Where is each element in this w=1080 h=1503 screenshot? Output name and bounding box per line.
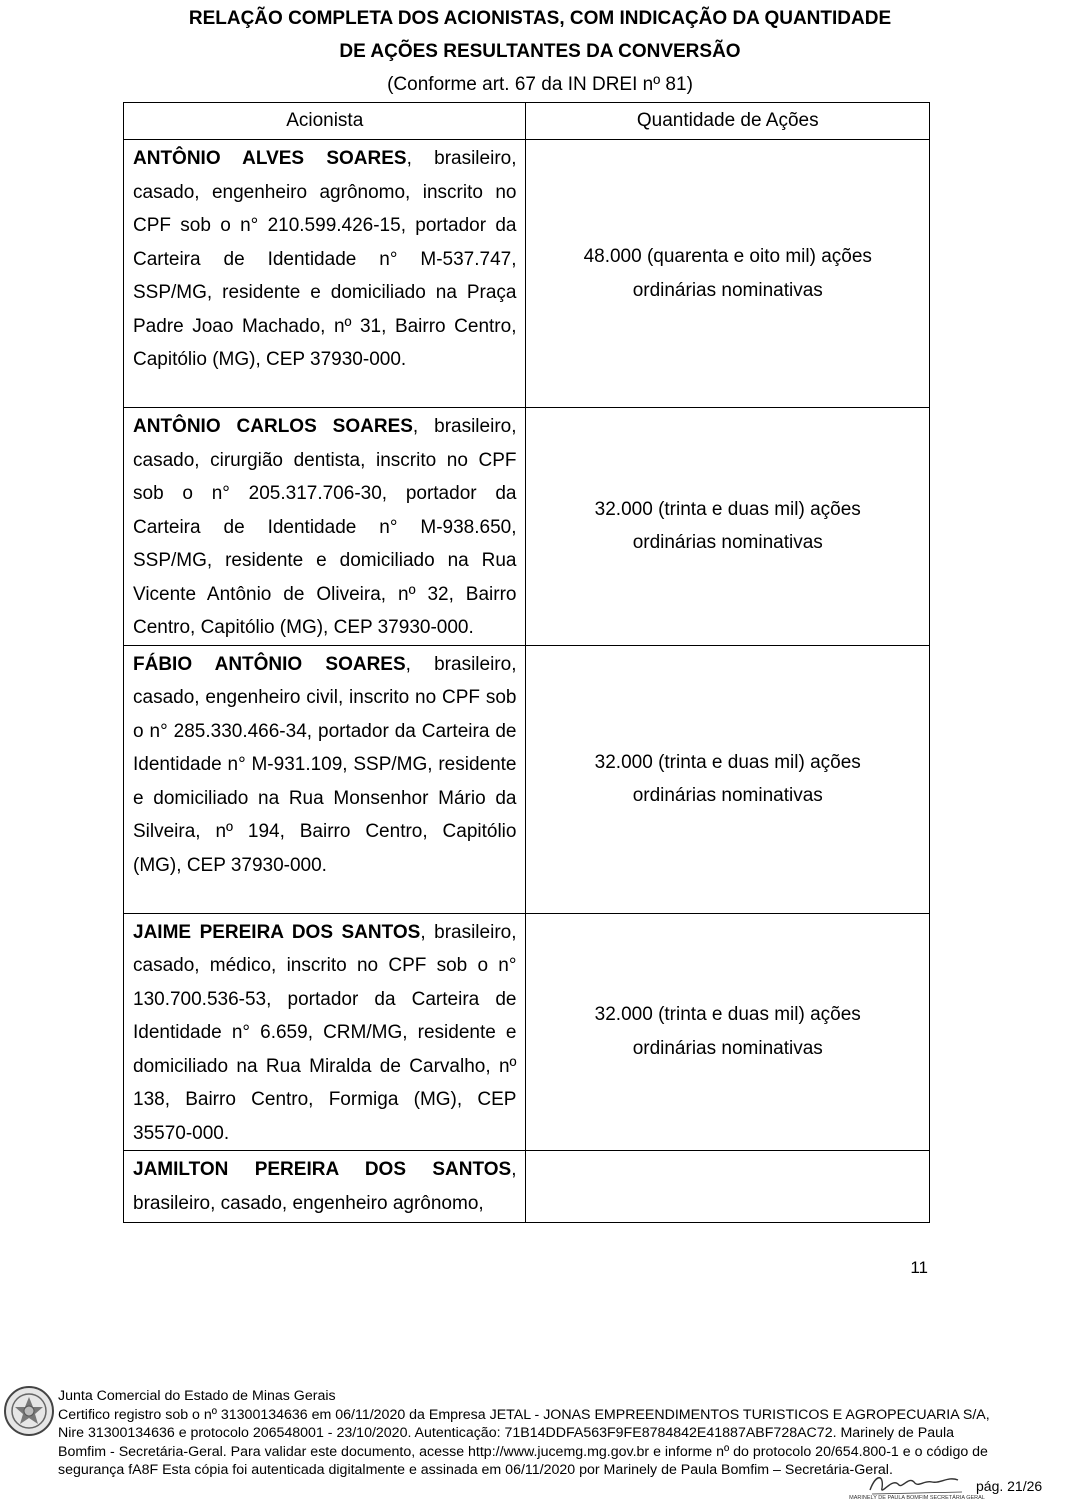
share-quantity [526, 140, 930, 408]
signature-icon [849, 1470, 985, 1502]
signature-caption: MARINELY DE PAULA BOMFIM SECRETÁRIA GERAL [849, 1495, 985, 1501]
shareholder-description [124, 140, 526, 408]
shareholder-name: JAMILTON PEREIRA DOS SANTOS [133, 1159, 512, 1180]
page-counter: pág. 21/26 [976, 1478, 1043, 1494]
shareholders-table [123, 102, 930, 1223]
shareholder-name: FÁBIO ANTÔNIO SOARES [133, 653, 406, 675]
footer-line4: Bomfim - Secretária-Geral. Para validar este documento, acesse http://www.jucemg.mg.gov.br e informe nº do protocolo 20/654.800-1 e o código de [58, 1443, 988, 1460]
footer-line2: Certifico registro sob o nº 31300134636 em 06/11/2020 da Empresa JETAL - JONAS EMPREENDIMENTOS TURISTICOS E AGROPECUARIA S/A, [58, 1406, 990, 1423]
shareholder-details: , brasileiro, casado, engenheiro agrônomo, [133, 1159, 517, 1214]
table-row [124, 645, 930, 913]
page-number: 11 [910, 1258, 928, 1277]
column-header-shareholder: Acionista [124, 103, 526, 140]
shareholder-description [124, 913, 526, 1151]
table-row [124, 140, 930, 408]
shareholder-description [124, 408, 526, 646]
share-quantity-line2: ordinárias nominativas [632, 532, 823, 554]
shareholder-name: ANTÔNIO ALVES SOARES [133, 148, 407, 169]
column-header-share-quantity: Quantidade de Ações [526, 103, 930, 140]
footer-line1: Junta Comercial do Estado de Minas Gerais [58, 1388, 336, 1404]
share-quantity-line2: ordinárias nominativas [632, 279, 823, 301]
document-subtitle: (Conforme art. 67 da IN DREI nº 81) [387, 74, 693, 95]
table-row [124, 913, 930, 1151]
shareholder-name: ANTÔNIO CARLOS SOARES [133, 416, 413, 437]
share-quantity-line1: 32.000 (trinta e duas mil) ações [594, 498, 861, 520]
table-row [124, 1151, 930, 1223]
shareholder-details: , brasileiro, casado, cirurgião dentista, inscrito no CPF sob o n° 205.317.706-30, portador da Carteira de Identidade n° M-938.650, SSP/MG, residente e domiciliado na Rua Vicente Antônio de Oliveira, nº 32, Bairro Centro, Capitólio (MG), CEP 37930-000. [133, 416, 517, 638]
coat-of-arms-seal-icon [3, 1385, 55, 1437]
table-row [124, 408, 930, 646]
shareholder-description [124, 1151, 526, 1223]
shareholder-name: JAIME PEREIRA DOS SANTOS [133, 921, 421, 943]
share-quantity [526, 645, 930, 913]
shareholder-details: , brasileiro, casado, engenheiro agrônomo, inscrito no CPF sob o n° 210.599.426-15, portador da Carteira de Identidade n° M-537.747, SSP/MG, residente e domiciliado na Praça Padre Joao Machado, nº 31, Bairro Centro, Capitólio (MG), CEP 37930-000. [133, 148, 517, 370]
footer-line3: Nire 31300134636 e protocolo 206548001 - 23/10/2020. Autenticação: 71B14DDFA563F9FE8784842E41887ABF728AC72. Marinely de Paula [58, 1425, 955, 1441]
share-quantity-line1: 48.000 (quarenta e oito mil) ações [583, 246, 872, 267]
shareholder-details: , brasileiro, casado, médico, inscrito no CPF sob o n° 130.700.536-53, portador da Carteira de Identidade n° 6.659, CRM/MG, residente e domiciliado na Rua Miralda de Carvalho, nº 138, Bairro Centro, Formiga (MG), CEP 35570-000. [133, 921, 517, 1144]
share-quantity [526, 1151, 930, 1223]
shareholder-details: , brasileiro, casado, engenheiro civil, inscrito no CPF sob o n° 285.330.466-34, portador da Carteira de Identidade n° M-931.109, SSP/MG, residente e domiciliado na Rua Monsenhor Mário da Silveira, nº 194, Bairro Centro, Capitólio (MG), CEP 37930-000. [133, 653, 517, 876]
share-quantity-line1: 32.000 (trinta e duas mil) ações [594, 1004, 861, 1026]
share-quantity-line1: 32.000 (trinta e duas mil) ações [594, 751, 861, 773]
document-title-line2: DE AÇÕES RESULTANTES DA CONVERSÃO [339, 41, 741, 62]
document-title-line1: RELAÇÃO COMPLETA DOS ACIONISTAS, COM INDICAÇÃO DA QUANTIDADE [188, 8, 892, 29]
share-quantity [526, 408, 930, 646]
registration-footer [58, 1387, 1050, 1480]
share-quantity-line2: ordinárias nominativas [632, 1037, 823, 1059]
table-header-row [124, 103, 930, 140]
footer-line5: segurança fA8F Esta cópia foi autenticada digitalmente e assinada em 06/11/2020 por Marinely de Paula Bomfim – Secretária-Geral. [58, 1462, 893, 1478]
share-quantity-line2: ordinárias nominativas [632, 785, 823, 806]
shareholder-description [124, 645, 526, 913]
share-quantity [526, 913, 930, 1151]
